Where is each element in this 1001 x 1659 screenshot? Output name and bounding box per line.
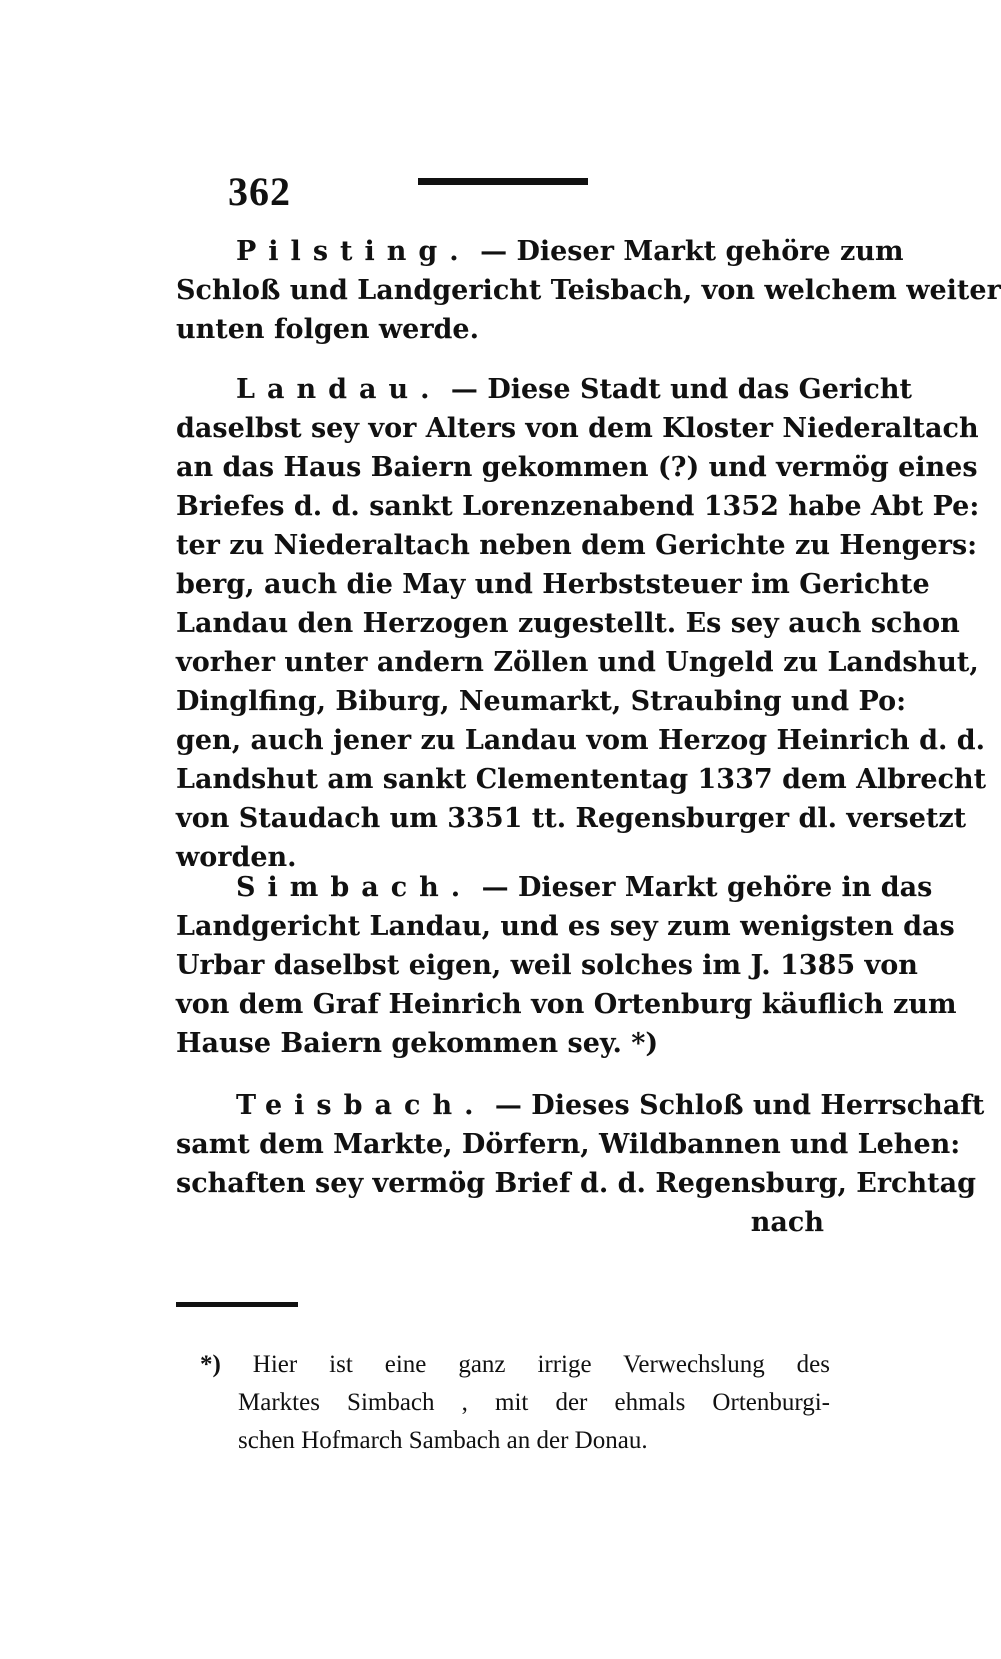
text-line: Briefes d. d. sankt Lorenzenabend 1352 habe Abt Pe:	[176, 491, 980, 522]
paragraph-pilsting	[176, 232, 1001, 349]
text-line: Urbar daselbst eigen, weil solches im J. 1385 von	[176, 950, 918, 981]
catchword: nach	[750, 1207, 824, 1238]
text-line: Dinglfing, Biburg, Neumarkt, Straubing und Po:	[176, 686, 907, 717]
text-line: Teisbach. — Dieses Schloß und Herrschaft	[236, 1090, 985, 1121]
text-line: von dem Graf Heinrich von Ortenburg käuflich zum	[176, 989, 957, 1020]
place-keyword: Pilsting.	[236, 236, 471, 267]
text-line: unten folgen werde.	[176, 314, 480, 345]
footnote-rule	[176, 1302, 298, 1307]
text-line: worden.	[176, 842, 297, 873]
footnote-mark: *)	[200, 1351, 221, 1378]
text-line: schaften sey vermög Brief d. d. Regensburg, Erchtag	[176, 1168, 976, 1199]
text-line: ter zu Niederaltach neben dem Gerichte zu Hengers:	[176, 530, 978, 561]
text-line: gen, auch jener zu Landau vom Herzog Heinrich d. d.	[176, 725, 986, 756]
text-line: Hause Baiern gekommen sey. *)	[176, 1028, 659, 1059]
footnote-line: *) Hier ist eine ganz irrige Verwechslung des	[200, 1351, 830, 1378]
paragraph-teisbach	[176, 1086, 985, 1242]
paragraph-simbach	[176, 868, 957, 1063]
text-line: Schloß und Landgericht Teisbach, von welchem weiter	[176, 275, 1001, 306]
place-keyword: Landau.	[236, 374, 442, 405]
paragraph-landau	[176, 370, 987, 877]
page-number: 362	[228, 169, 291, 214]
text-line: von Staudach um 3351 tt. Regensburger dl. versetzt	[176, 803, 967, 834]
header-rule	[418, 178, 588, 185]
text-line: an das Haus Baiern gekommen (?) und vermög eines	[176, 452, 978, 483]
text-line: daselbst sey vor Alters von dem Kloster Niederaltach	[176, 413, 979, 444]
text-line: berg, auch die May und Herbststeuer im Gerichte	[176, 569, 930, 600]
text-line: Pilsting. — Dieser Markt gehöre zum	[236, 236, 904, 267]
text-line: samt dem Markte, Dörfern, Wildbannen und Lehen:	[176, 1129, 961, 1160]
place-keyword: Simbach.	[236, 872, 473, 903]
text-line: Landshut am sankt Clemententag 1337 dem Albrecht	[176, 764, 987, 795]
footnote-line: Marktes Simbach , mit der ehmals Ortenburgi-	[238, 1389, 830, 1416]
text-line: Landgericht Landau, und es sey zum wenigsten das	[176, 911, 955, 942]
text-line: vorher unter andern Zöllen und Ungeld zu Landshut,	[176, 647, 979, 678]
text-line: Simbach. — Dieser Markt gehöre in das	[236, 872, 933, 903]
place-keyword: Teisbach.	[236, 1090, 486, 1121]
footnote	[200, 1346, 830, 1460]
footnote-line: schen Hofmarch Sambach an der Donau.	[238, 1427, 648, 1454]
text-line: Landau den Herzogen zugestellt. Es sey auch schon	[176, 608, 960, 639]
text-line: Landau. — Diese Stadt und das Gericht	[236, 374, 912, 405]
